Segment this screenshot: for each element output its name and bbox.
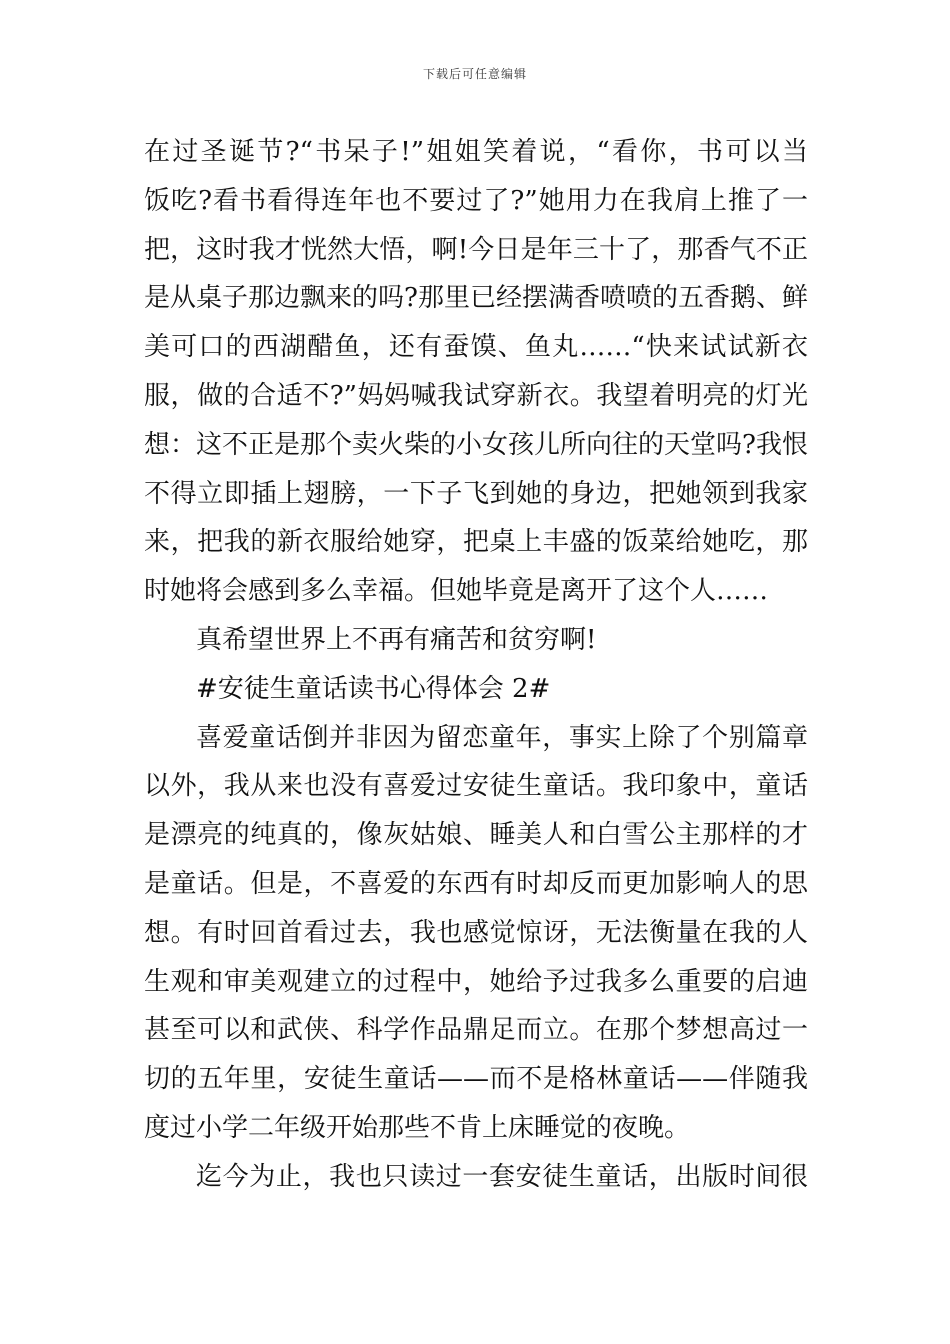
text-line: 在过圣诞节?“书呆子!”姐姐笑着说，“看你，书可以当 xyxy=(144,137,808,167)
text-line: 真希望世界上不再有痛苦和贫穷啊! xyxy=(196,624,597,655)
text-line: 把，这时我才恍然大悟，啊!今日是年三十了，那香气不正 xyxy=(144,234,808,265)
text-line: 喜爱童话倒并非因为留恋童年，事实上除了个别篇章 xyxy=(196,722,808,753)
text-line: 饭吃?看书看得连年也不要过了?”她用力在我肩上推了一 xyxy=(144,185,808,216)
body-text xyxy=(144,128,808,1202)
text-line: 甚至可以和武侠、科学作品鼎足而立。在那个梦想高过一 xyxy=(144,1015,808,1046)
text-line: 是童话。但是，不喜爱的东西有时却反而更加影响人的思 xyxy=(144,868,808,899)
text-line: 不得立即插上翅膀，一下子飞到她的身边，把她领到我家 xyxy=(144,478,808,509)
text-line: 度过小学二年级开始那些不肯上床睡觉的夜晚。 xyxy=(144,1112,691,1143)
text-line: #安徒生童话读书心得体会 2# xyxy=(196,673,551,704)
text-line: 来，把我的新衣服给她穿，把桌上丰盛的饭菜给她吃，那 xyxy=(144,527,808,558)
text-line: 迄今为止，我也只读过一套安徒生童话，出版时间很 xyxy=(196,1161,808,1192)
text-line: 以外，我从来也没有喜爱过安徒生童话。我印象中，童话 xyxy=(144,771,808,802)
page-header: 下载后可任意编辑 xyxy=(422,67,527,81)
text-line: 生观和审美观建立的过程中，她给予过我多么重要的启迪 xyxy=(144,966,808,997)
text-line: 切的五年里，安徒生童话——而不是格林童话——伴随我 xyxy=(144,1064,808,1095)
text-line: 想：这不正是那个卖火柴的小女孩儿所向往的天堂吗?我恨 xyxy=(144,429,808,460)
text-line: 是漂亮的纯真的，像灰姑娘、睡美人和白雪公主那样的才 xyxy=(144,820,808,851)
text-line: 服，做的合适不?”妈妈喊我试穿新衣。我望着明亮的灯光 xyxy=(144,380,808,411)
text-line: 想。有时回首看过去，我也感觉惊讶，无法衡量在我的人 xyxy=(144,917,808,948)
text-line: 时她将会感到多么幸福。但她毕竟是离开了这个人…… xyxy=(144,576,769,607)
text-line: 是从桌子那边飘来的吗?那里已经摆满香喷喷的五香鹅、鲜 xyxy=(144,283,808,314)
text-line: 美可口的西湖醋鱼，还有蚕馍、鱼丸……“快来试试新衣 xyxy=(144,332,808,363)
